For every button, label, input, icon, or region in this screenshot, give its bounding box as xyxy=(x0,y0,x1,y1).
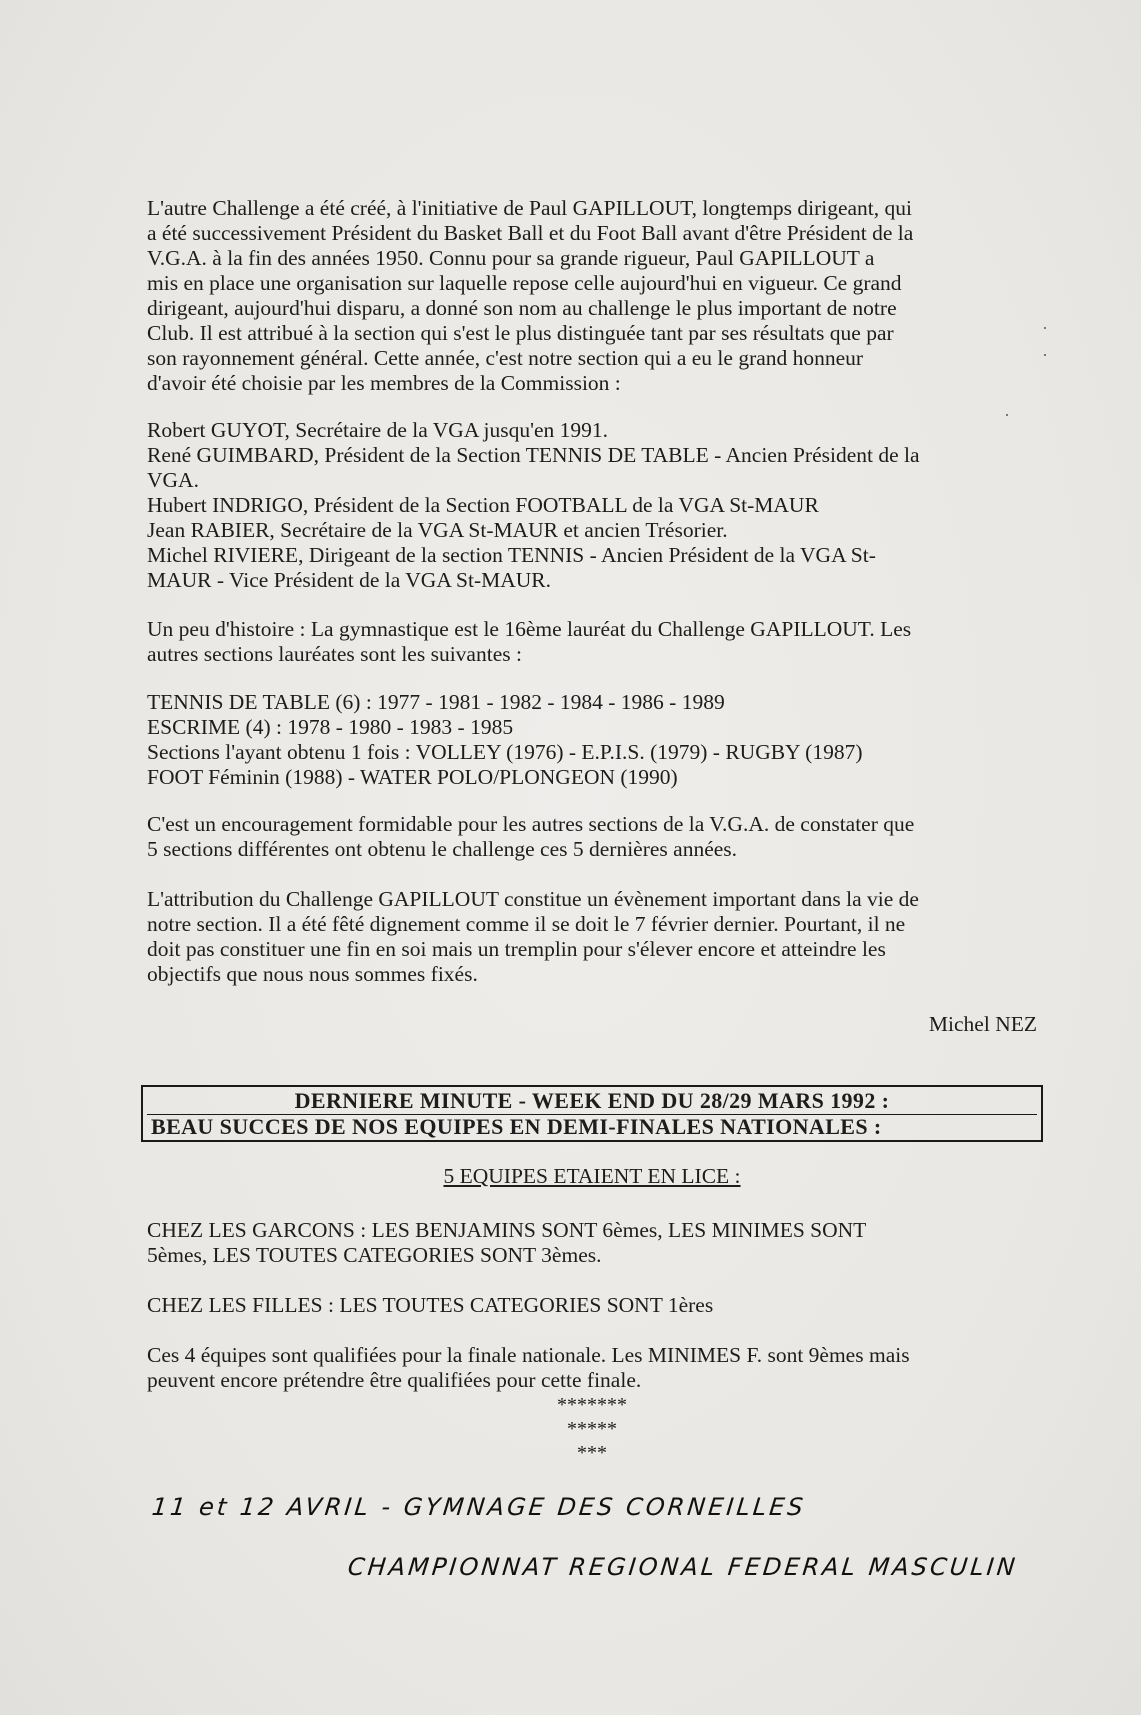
text-line: dirigeant, aujourd'hui disparu, a donné son nom au challenge le plus important de notre xyxy=(147,296,897,320)
scan-speck: · xyxy=(1042,345,1048,365)
banner-subtitle: BEAU SUCCES DE NOS EQUIPES EN DEMI-FINALES NATIONALES : xyxy=(151,1114,882,1139)
boys-line2: 5èmes, LES TOUTES CATEGORIES SONT 3èmes. xyxy=(147,1243,602,1267)
text-line: son rayonnement général. Cette année, c'est notre section qui a eu le grand honneur xyxy=(147,346,864,370)
member-line: Michel RIVIERE, Dirigeant de la section TENNIS - Ancien Président de la VGA St- xyxy=(147,543,876,567)
text-line: autres sections lauréates sont les suivantes : xyxy=(147,642,522,666)
stars-divider: *** xyxy=(577,1442,607,1464)
winners-list xyxy=(147,690,1037,790)
text-line: peuvent encore prétendre être qualifiées pour cette finale. xyxy=(147,1368,642,1392)
text-line: Ces 4 équipes sont qualifiées pour la finale nationale. Les MINIMES F. sont 9èmes mais xyxy=(147,1343,910,1367)
boys-label: CHEZ LES GARCONS xyxy=(147,1218,355,1242)
signature: Michel NEZ xyxy=(928,1012,1037,1036)
paragraph-challenge-intro xyxy=(147,196,1037,396)
handwritten-championship: CHAMPIONNAT REGIONAL FEDERAL MASCULIN xyxy=(346,1553,1020,1581)
member-line: Hubert INDRIGO, Président de la Section FOOTBALL de la VGA St-MAUR xyxy=(147,493,819,517)
paragraph-encouragement xyxy=(147,812,1037,862)
text-line: d'avoir été choisie par les membres de la Commission : xyxy=(147,371,621,395)
handwritten-date-venue: 11 et 12 AVRIL - GYMNAGE DES CORNEILLES xyxy=(150,1493,808,1521)
winners-line: FOOT Féminin (1988) - WATER POLO/PLONGEON (1990) xyxy=(147,765,678,789)
last-minute-banner xyxy=(141,1085,1043,1142)
commission-members-list xyxy=(147,418,1037,593)
girls-text: : LES TOUTES CATEGORIES SONT 1ères xyxy=(322,1293,714,1317)
stars-divider: ***** xyxy=(567,1418,617,1440)
teams-heading xyxy=(147,1164,1037,1189)
qualification-paragraph xyxy=(147,1343,1037,1393)
member-line: VGA. xyxy=(147,468,199,492)
paragraph-attribution xyxy=(147,887,1037,987)
teams-heading-text: 5 EQUIPES ETAIENT EN LICE : xyxy=(443,1164,741,1188)
member-line: Robert GUYOT, Secrétaire de la VGA jusqu'en 1991. xyxy=(147,418,609,442)
text-line: Un peu d'histoire : La gymnastique est le 16ème lauréat du Challenge GAPILLOUT. Les xyxy=(147,617,912,641)
text-line: V.G.A. à la fin des années 1950. Connu pour sa grande rigueur, Paul GAPILLOUT a xyxy=(147,246,875,270)
stars-divider: ******* xyxy=(557,1394,627,1416)
winners-line: Sections l'ayant obtenu 1 fois : VOLLEY (1976) - E.P.I.S. (1979) - RUGBY (1987) xyxy=(147,740,863,764)
winners-line: ESCRIME (4) : 1978 - 1980 - 1983 - 1985 xyxy=(147,715,514,739)
member-line: MAUR - Vice Président de la VGA St-MAUR. xyxy=(147,568,552,592)
member-line: René GUIMBARD, Président de la Section TENNIS DE TABLE - Ancien Président de la xyxy=(147,443,920,467)
text-line: notre section. Il a été fêté dignement comme il se doit le 7 février dernier. Pourtant, il ne xyxy=(147,912,906,936)
scan-speck: · xyxy=(1004,405,1010,425)
text-line: L'autre Challenge a été créé, à l'initiative de Paul GAPILLOUT, longtemps dirigeant, qui xyxy=(147,196,912,220)
banner-title: DERNIERE MINUTE - WEEK END DU 28/29 MARS 1992 : xyxy=(294,1088,890,1113)
text-line: objectifs que nous nous sommes fixés. xyxy=(147,962,478,986)
boys-line1: : LES BENJAMINS SONT 6èmes, LES MINIMES SONT xyxy=(354,1218,867,1242)
text-line: mis en place une organisation sur laquelle repose celle aujourd'hui en vigueur. Ce grand xyxy=(147,271,902,295)
paragraph-history xyxy=(147,617,1037,667)
text-line: a été successivement Président du Basket Ball et du Foot Ball avant d'être Président de la xyxy=(147,221,914,245)
boys-results xyxy=(147,1218,1037,1268)
text-line: doit pas constituer une fin en soi mais un tremplin pour s'élever encore et atteindre les xyxy=(147,937,886,961)
girls-results xyxy=(147,1293,1037,1318)
text-line: Club. Il est attribué à la section qui s'est le plus distinguée tant par ses résultats que par xyxy=(147,321,894,345)
winners-line: TENNIS DE TABLE (6) : 1977 - 1981 - 1982 - 1984 - 1986 - 1989 xyxy=(147,690,725,714)
girls-label: CHEZ LES FILLES xyxy=(147,1293,323,1317)
member-line: Jean RABIER, Secrétaire de la VGA St-MAUR et ancien Trésorier. xyxy=(147,518,728,542)
text-line: C'est un encouragement formidable pour les autres sections de la V.G.A. de constater que xyxy=(147,812,915,836)
text-line: L'attribution du Challenge GAPILLOUT constitue un évènement important dans la vie de xyxy=(147,887,919,911)
text-line: 5 sections différentes ont obtenu le challenge ces 5 dernières années. xyxy=(147,837,738,861)
scan-speck: · xyxy=(1042,318,1048,338)
